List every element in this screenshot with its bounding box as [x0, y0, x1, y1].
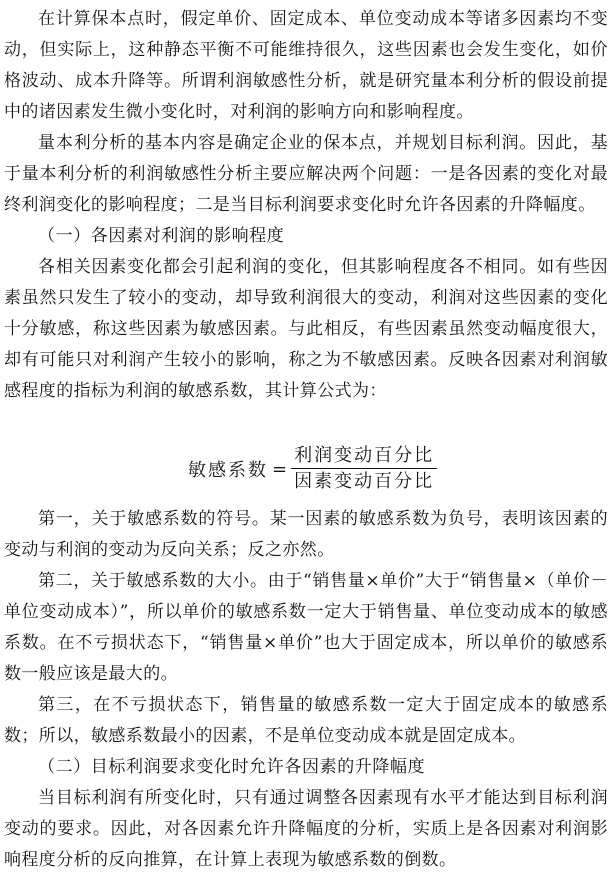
formula-equals-sign: = — [272, 458, 288, 480]
point-1-paragraph: 第一，关于敏感系数的符号。某一因素的敏感系数为负号，表明该因素的变动与利润的变动为反向关系；反之亦然。 — [4, 509, 608, 560]
section-1-paragraph: 各相关因素变化都会引起利润的变化，但其影响程度各不相同。如有些因素虽然只发生了较小的变动，却导致利润很大的变动，利润对这些因素的变化十分敏感，称这些因素为敏感因素。与此相反，有些因素虽然变动幅度很大，却有可能只对利润产生较小的影响，称之为不敏感因素。反映各因素对利润敏感程度的指标为利润的敏感系数，其计算公式为： — [4, 257, 608, 401]
formula-denominator: 因素变动百分比 — [294, 471, 435, 492]
sensitivity-coefficient-formula — [188, 444, 437, 494]
formula-lhs: 敏感系数 — [188, 460, 268, 481]
formula-numerator: 利润变动百分比 — [294, 445, 435, 466]
content-paragraph: 量本利分析的基本内容是确定企业的保本点，并规划目标利润。因此，基于量本利分析的利润敏感性分析主要应解决两个问题：一是各因素的变化对最终利润变化的影响程度；二是当目标利润要求变化时允许各因素的升降幅度。 — [4, 133, 608, 215]
section-1-heading: （一）各因素对利润的影响程度 — [38, 226, 285, 246]
point-3-paragraph: 第三，在不亏损状态下，销售量的敏感系数一定大于固定成本的敏感系数；所以，敏感系数最小的因素，不是单位变动成本就是固定成本。 — [4, 695, 608, 746]
section-2-heading: （二）目标利润要求变化时允许各因素的升降幅度 — [38, 757, 426, 777]
section-2-paragraph: 当目标利润有所变化时，只有通过调整各因素现有水平才能达到目标利润变动的要求。因此，对各因素允许升降幅度的分析，实质上是各因素对利润影响程度分析的反向推算，在计算上表现为敏感系数的倒数。 — [4, 788, 608, 870]
formula-fraction — [291, 445, 437, 493]
point-2-paragraph: 第二，关于敏感系数的大小。由于“销售量×单价”大于“销售量×（单价－单位变动成本）”，所以单价的敏感系数一定大于销售量、单位变动成本的敏感系数。在不亏损状态下，“销售量×单价”也大于固定成本，所以单价的敏感系数一般应该是最大的。 — [4, 571, 608, 684]
fraction-bar — [291, 468, 437, 469]
intro-paragraph: 在计算保本点时，假定单价、固定成本、单位变动成本等诸多因素均不变动，但实际上，这种静态平衡不可能维持很久，这些因素也会发生变化，如价格波动、成本升降等。所谓利润敏感性分析，就是研究量本利分析的假设前提中的诸因素发生微小变化时，对利润的影响方向和影响程度。 — [4, 9, 608, 122]
